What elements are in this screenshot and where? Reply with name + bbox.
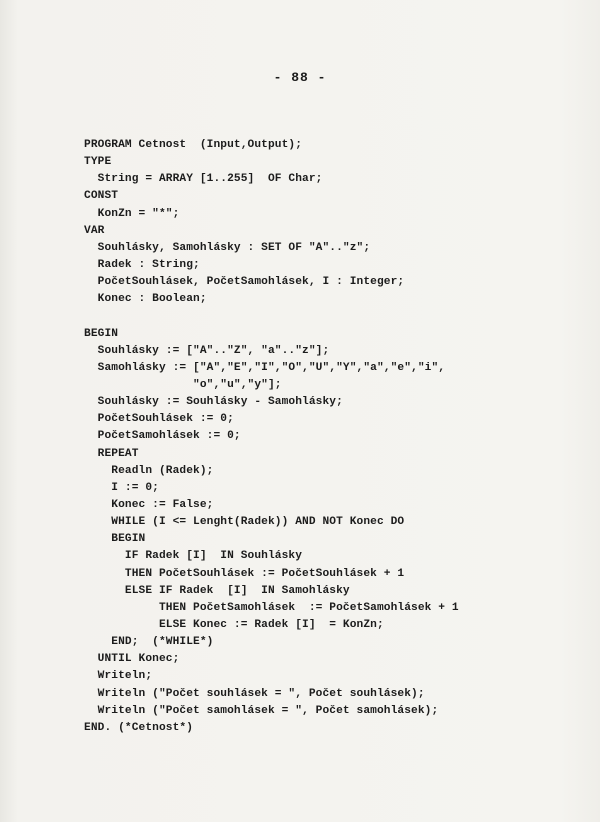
pascal-code-listing <box>84 137 459 737</box>
code-line: Radek : String; <box>84 258 200 271</box>
code-line: KonZn = "*"; <box>84 207 180 220</box>
code-line: PROGRAM Cetnost (Input,Output); <box>84 139 303 151</box>
code-line: Konec : Boolean; <box>84 293 207 306</box>
code-line: Konec := False; <box>84 498 214 511</box>
code-line: THEN PočetSamohlásek := PočetSamohlásek + 1 <box>84 601 459 614</box>
code-line: Writeln ("Počet samohlásek = ", Počet samohlásek); <box>84 704 439 717</box>
code-line: Samohlásky := ["A","E","I","O","U","Y","a","e","i", <box>84 361 446 374</box>
code-line: REPEAT <box>84 447 139 460</box>
code-line: UNTIL Konec; <box>84 653 180 666</box>
code-line: PočetSamohlásek := 0; <box>84 430 241 443</box>
code-line: END. (*Cetnost*) <box>84 721 194 734</box>
code-line: VAR <box>84 224 105 237</box>
code-line: Writeln; <box>84 670 153 683</box>
code-line: PočetSouhlásek, PočetSamohlásek, I : Integer; <box>84 276 405 289</box>
code-line <box>84 308 459 325</box>
code-line: Souhlásky := Souhlásky - Samohlásky; <box>84 396 343 409</box>
page-number: - 88 - <box>273 70 327 85</box>
code-line: TYPE <box>84 156 112 169</box>
code-line: BEGIN <box>84 327 119 340</box>
code-line: Readln (Radek); <box>84 464 214 477</box>
code-line: Writeln ("Počet souhlásek = ", Počet souhlásek); <box>84 687 425 700</box>
code-line: END; (*WHILE*) <box>84 636 214 649</box>
code-line: Souhlásky := ["A".."Z", "a".."z"]; <box>84 344 330 357</box>
code-line: CONST <box>84 190 119 203</box>
code-line: I := 0; <box>84 481 159 494</box>
code-line: ELSE Konec := Radek [I] = KonZn; <box>84 618 384 631</box>
code-line: Souhlásky, Samohlásky : SET OF "A".."z"; <box>84 241 371 254</box>
code-line: IF Radek [I] IN Souhlásky <box>84 550 303 563</box>
code-line: PočetSouhlásek := 0; <box>84 413 234 426</box>
code-line: "o","u","y"]; <box>84 378 282 391</box>
code-line: THEN PočetSouhlásek := PočetSouhlásek + 1 <box>84 567 405 580</box>
code-line: BEGIN <box>84 533 146 546</box>
code-line: String = ARRAY [1..255] OF Char; <box>84 173 323 186</box>
code-line: ELSE IF Radek [I] IN Samohlásky <box>84 584 350 597</box>
code-line: WHILE (I <= Lenght(Radek)) AND NOT Konec DO <box>84 516 405 529</box>
